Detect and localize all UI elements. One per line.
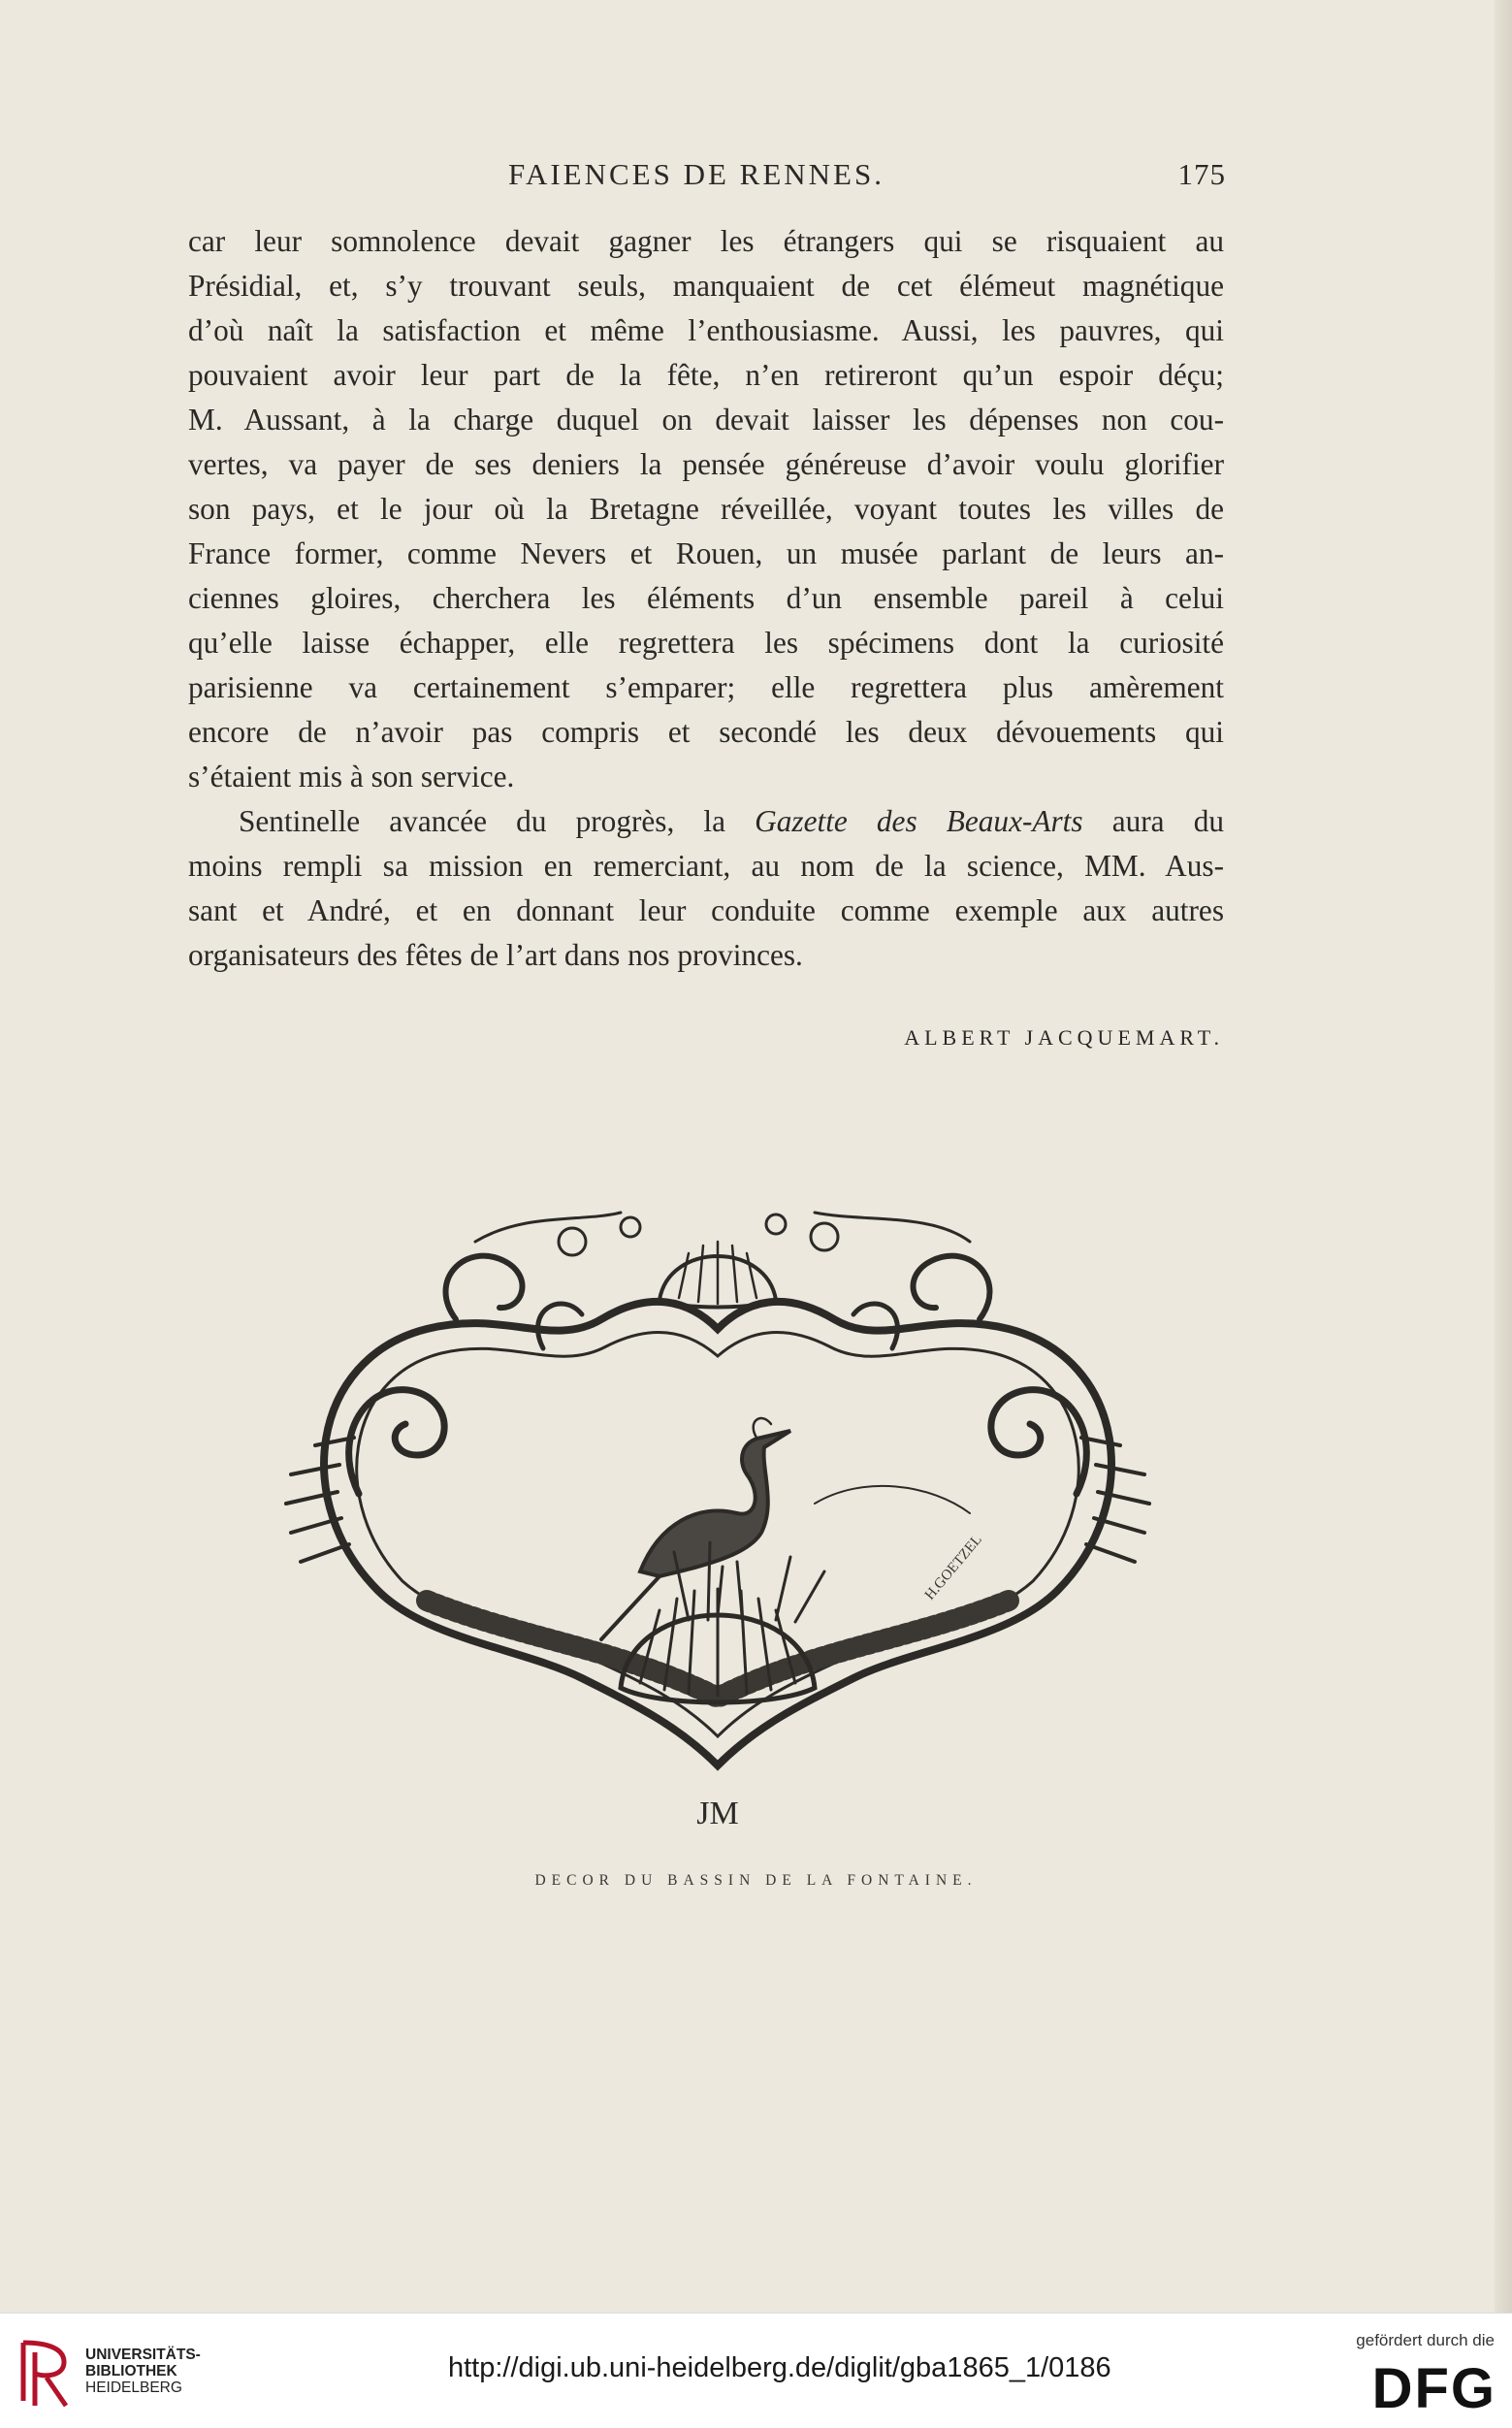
viewer-footer xyxy=(0,2313,1512,2428)
engraver-signature: H.GOETZEL xyxy=(921,1532,985,1603)
rococo-cartouche-engraving xyxy=(233,1183,1203,1862)
university-library-logo-icon[interactable] xyxy=(14,2333,74,2411)
text-line: France former, comme Nevers et Rouen, un musée parlant de leurs an- xyxy=(188,536,1224,570)
running-title: FAIENCES DE RENNES. xyxy=(508,157,885,191)
library-name-line: HEIDELBERG xyxy=(85,2379,182,2396)
text-line: ciennes gloires, cherchera les éléments d’un ensemble pareil à celui xyxy=(188,581,1224,615)
journal-title: Gazette des Beaux-Arts xyxy=(755,804,1083,838)
library-name xyxy=(85,2347,201,2396)
author-signature: ALBERT JACQUEMART. xyxy=(904,1025,1224,1050)
text-line: s’étaient mis à son service. xyxy=(188,760,515,793)
text-line: qu’elle laisse échapper, elle regrettera les spécimens dont la curiosité xyxy=(188,626,1224,660)
library-name-line: BIBLIOTHEK xyxy=(85,2363,177,2379)
funding-label: gefördert durch die xyxy=(1356,2331,1495,2349)
text-run: Sentinelle avancée du progrès, la xyxy=(239,804,756,838)
text-line: moins rempli sa mission en remerciant, au nom de la science, MM. Aus- xyxy=(188,849,1224,883)
dfg-logo[interactable]: DFG xyxy=(1371,2357,1496,2420)
page-edge-shadow xyxy=(1495,0,1512,2313)
text-line: car leur somnolence devait gagner les étrangers qui se risquaient au xyxy=(188,224,1224,258)
monogram: JM xyxy=(696,1796,739,1831)
text-line: encore de n’avoir pas compris et secondé les deux dévouements qui xyxy=(188,715,1224,749)
body-text xyxy=(188,219,1224,978)
text-line: organisateurs des fêtes de l’art dans nos provinces. xyxy=(188,938,803,972)
paragraph-two-first-line xyxy=(188,799,1224,844)
text-line: pouvaient avoir leur part de la fête, n’en retireront qu’un espoir déçu; xyxy=(188,358,1224,392)
text-line: d’où naît la satisfaction et même l’enthousiasme. Aussi, les pauvres, qui xyxy=(188,313,1224,347)
text-line: son pays, et le jour où la Bretagne réveillée, voyant toutes les villes de xyxy=(188,492,1224,526)
text-line: parisienne va certainement s’emparer; elle regrettera plus amèrement xyxy=(188,670,1224,704)
figure-caption: DECOR DU BASSIN DE LA FONTAINE. xyxy=(534,1872,978,1889)
text-line: M. Aussant, à la charge duquel on devait laisser les dépenses non cou- xyxy=(188,403,1224,437)
library-name-line: UNIVERSITÄTS- xyxy=(85,2347,201,2363)
text-line: Présidial, et, s’y trouvant seuls, manquaient de cet élémeut magnétique xyxy=(188,269,1224,303)
text-line: vertes, va payer de ses deniers la pensée généreuse d’avoir voulu glorifier xyxy=(188,447,1224,481)
text-line: sant et André, et en donnant leur conduite comme exemple aux autres xyxy=(188,893,1224,927)
permalink-url[interactable]: http://digi.ub.uni-heidelberg.de/diglit/gba1865_1/0186 xyxy=(448,2352,1111,2383)
text-run: aura du xyxy=(1082,804,1224,838)
running-head xyxy=(188,157,1226,196)
page-number: 175 xyxy=(1177,157,1226,191)
